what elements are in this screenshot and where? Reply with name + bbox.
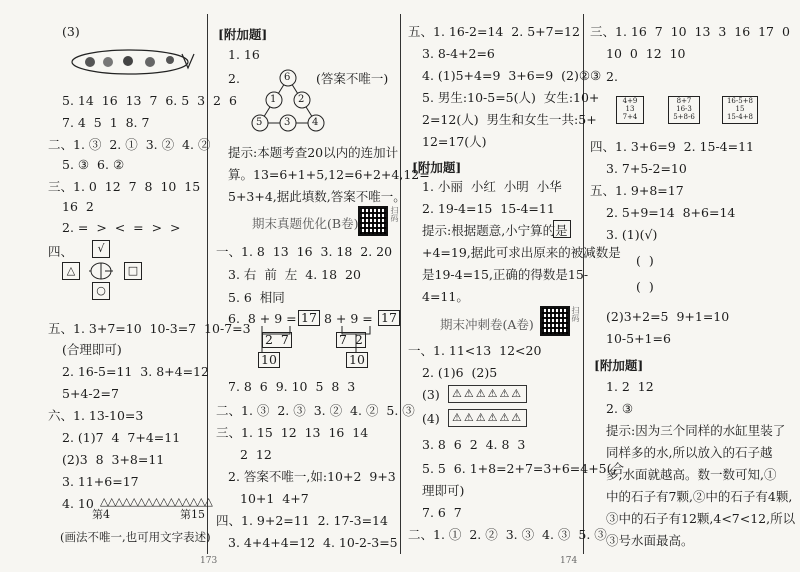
- jar-1: [616, 96, 644, 124]
- blank-box: [553, 220, 571, 238]
- qr-code: [540, 306, 570, 336]
- jar-label: 16-3: [676, 105, 692, 113]
- c4-line: 2. ③: [606, 401, 634, 416]
- c3-line: 提示:根据题意,小宁算的是: [422, 223, 568, 238]
- c3-line: 2. (1)6 (2)5: [422, 365, 498, 380]
- pumpkin-icon: [89, 258, 113, 282]
- c4-line: (2)3+2=5 9+1=10: [606, 309, 730, 324]
- c4-line: 10-5+1=6: [606, 331, 671, 346]
- triangle-boxes-row-1: ⚠⚠⚠⚠⚠⚠: [448, 385, 527, 403]
- c2-line: (答案不唯一): [316, 71, 389, 86]
- c2-line: 3. 右 前 左 4. 18 20: [228, 267, 361, 282]
- section-title: 期末冲刺卷(A卷): [440, 317, 534, 332]
- jar-label: 4+9: [622, 97, 638, 105]
- c1-line: 三、1. 0 12 7 8 10 15: [48, 179, 201, 194]
- c3-line: (3): [422, 387, 440, 402]
- c2-line: 8 + 9 =: [324, 311, 373, 326]
- c3-line: (4): [422, 411, 440, 426]
- tri-num: 5: [256, 117, 263, 128]
- c4-line: 2. 5+9=14 8+6=14: [606, 205, 736, 220]
- c4-line: ( ): [636, 253, 654, 268]
- c4-line: 3. 7+5-2=10: [606, 161, 687, 176]
- extra-question-header: [附加题]: [594, 358, 644, 373]
- section-title: 期末真题优化(B卷): [252, 216, 359, 231]
- c2-line: 2.: [228, 71, 240, 86]
- c1-line: 2. = > < = > >: [62, 220, 181, 235]
- c4-line: 中的石子有7颗,②中的石子有4颗,: [606, 489, 793, 504]
- c2-line: 二、1. ③ 2. ③ 3. ② 4. ② 5. ③: [216, 403, 415, 418]
- c1-line: 四、: [48, 244, 74, 259]
- c2-line: 2 12: [240, 447, 272, 462]
- c4-line: 三、1. 16 7 10 13 3 16 17 0: [590, 24, 790, 39]
- c2-line: 5+3+4,据此填数,答案不唯一。: [228, 189, 406, 204]
- extra-question-header: [附加题]: [412, 160, 462, 175]
- tri-num: 1: [270, 94, 277, 105]
- page-number-left: 173: [200, 556, 218, 566]
- c1-line: (2)3 8 3+8=11: [62, 452, 165, 467]
- c4-line: 10 0 12 10: [606, 46, 686, 61]
- c3-line: 5. 5 6. 1+8=2+7=3+6=4+5(合: [422, 461, 625, 476]
- c1-line: 五、1. 3+7=10 10-3=7 10-7=3: [48, 321, 251, 336]
- c3-line: +4=19,据此可求出原来的被减数是: [422, 245, 621, 260]
- c4-line: ③中的石子有12颗,4<7<12,所以: [606, 511, 796, 526]
- c2-line: 算。13=6+1+5,12=6+2+4,12=: [228, 167, 430, 182]
- animal-picture-strip: [70, 48, 200, 78]
- c3-line: 2. 19-4=15 15-4=11: [422, 201, 555, 216]
- c4-line: 四、1. 3+6=9 2. 15-4=11: [590, 139, 755, 154]
- c1-line: (合理即可): [62, 342, 122, 357]
- triangle-boxes-row-2: ⚠⚠⚠⚠⚠⚠: [448, 409, 527, 427]
- extra-question-header: [附加题]: [218, 27, 268, 42]
- c3-line: 二、1. ① 2. ② 3. ③ 4. ③ 5. ③: [408, 527, 607, 542]
- c1-line: 16 2: [62, 199, 94, 214]
- c1-line: 3. 11+6=17: [62, 474, 139, 489]
- c1-line: 5+4-2=7: [62, 386, 119, 401]
- c1-line: 7. 4 5 1 8. 7: [62, 115, 150, 130]
- tri-num: 2: [298, 94, 305, 105]
- c3-line: 5. 男生:10-5=5(人) 女生:10+: [422, 90, 600, 105]
- c4-line: 2.: [606, 69, 618, 84]
- c2-line: 10+1 4+7: [240, 491, 309, 506]
- c4-line: 1. 2 12: [606, 379, 654, 394]
- c3-line: 7. 6 7: [422, 505, 462, 520]
- qr-caption: 扫码: [571, 306, 580, 322]
- c1-line: 二、1. ③ 2. ① 3. ② 4. ②: [48, 137, 211, 152]
- c1-line: 第15: [180, 508, 205, 521]
- c2-line: 7. 8 6 9. 10 5 8 3: [228, 379, 356, 394]
- c3-line: 2=12(人) 男生和女生一共:5+: [422, 112, 597, 127]
- c3-line: 3. 8-4+2=6: [422, 46, 495, 61]
- c1-line: 2. (1)7 4 7+4=11: [62, 430, 181, 445]
- c1-line: 4. 10: [62, 496, 94, 511]
- c2-line: 四、1. 9+2=11 2. 17-3=14: [216, 513, 388, 528]
- triangle-row: △△△△△△△△△△△△△△△: [100, 495, 212, 508]
- c2-line: 5. 6 相同: [228, 290, 285, 305]
- jar-3: [722, 96, 758, 124]
- jar-2: [668, 96, 700, 124]
- jar-label: 5+8-6: [673, 113, 695, 121]
- page-number-right: 174: [560, 556, 578, 566]
- c2-line: 提示:本题考查20以内的连加计: [228, 145, 399, 160]
- c1-line: (3): [62, 24, 80, 39]
- c2-line: 2. 答案不唯一,如:10+2 9+3: [228, 469, 396, 484]
- column-divider-2: [400, 14, 401, 554]
- c3-line: 1. 小丽 小红 小明 小华: [422, 179, 562, 194]
- split-box: 7 2: [336, 332, 366, 348]
- circle-box: ○: [92, 282, 110, 300]
- qr-code: [358, 206, 388, 236]
- split-box: 10: [346, 352, 368, 368]
- triangle-box: △: [62, 262, 80, 280]
- c2-line: 1. 16: [228, 47, 260, 62]
- jar-label: 15: [735, 105, 745, 113]
- tri-num: 3: [284, 117, 291, 128]
- c2-line: 三、1. 15 12 13 16 14: [216, 425, 369, 440]
- c2-line: 一、1. 8 13 16 3. 18 2. 20: [216, 244, 393, 259]
- jar-label: 7+4: [622, 113, 638, 121]
- qr-caption: 扫码: [390, 206, 399, 222]
- c1-line: 2. 16-5=11 3. 8+4=12: [62, 364, 209, 379]
- c1-line: 六、1. 13-10=3: [48, 408, 144, 423]
- jar-label: 8+7: [676, 97, 692, 105]
- c3-line: 12=17(人): [422, 134, 487, 149]
- c4-line: ( ): [636, 279, 654, 294]
- check-box: √: [92, 240, 110, 258]
- c1-line: 5. 14 16 13 7 6. 5 3 2 6: [62, 93, 237, 108]
- answer-box: 17: [298, 310, 320, 326]
- c2-line: 6. 8 + 9 =: [228, 311, 297, 326]
- jar-label: 13: [625, 105, 635, 113]
- answer-box: 17: [378, 310, 400, 326]
- split-box: 2 7: [262, 332, 292, 348]
- c1-line: 第4: [92, 508, 110, 521]
- c3-line: 五、1. 16-2=14 2. 5+7=12: [408, 24, 580, 39]
- c1-line: (画法不唯一,也可用文字表述): [60, 530, 211, 544]
- jar-label: 15-4+8: [726, 113, 754, 121]
- c3-line: 是19-4=15,正确的得数是15-: [422, 267, 589, 282]
- jar-label: 16-5+8: [726, 97, 754, 105]
- square-box: □: [124, 262, 142, 280]
- c1-line: 5. ③ 6. ②: [62, 157, 125, 172]
- c4-line: ③号水面最高。: [606, 533, 694, 548]
- c4-line: 多,水面就越高。数一数可知,①: [606, 467, 777, 482]
- jar-diagram: [606, 92, 766, 126]
- tri-num: 4: [312, 117, 319, 128]
- c4-line: 同样多的水,所以放入的石子越: [606, 445, 773, 460]
- shape-cross-diagram: [62, 240, 202, 300]
- c3-line: 4. (1)5+4=9 3+6=9 (2)②③: [422, 68, 602, 83]
- c4-line: 3. (1)(√): [606, 227, 658, 242]
- c3-line: 3. 8 6 2 4. 8 3: [422, 437, 526, 452]
- c3-line: 4=11。: [422, 289, 469, 304]
- c3-line: 一、1. 11<13 12<20: [408, 343, 542, 358]
- tri-num: 6: [284, 72, 291, 83]
- split-box: 10: [258, 352, 280, 368]
- c3-line: 理即可): [422, 483, 465, 498]
- c4-line: 提示:因为三个同样的水缸里装了: [606, 423, 786, 438]
- c2-line: 3. 4+4+4=12 4. 10-2-3=5: [228, 535, 398, 550]
- c4-line: 五、1. 9+8=17: [590, 183, 684, 198]
